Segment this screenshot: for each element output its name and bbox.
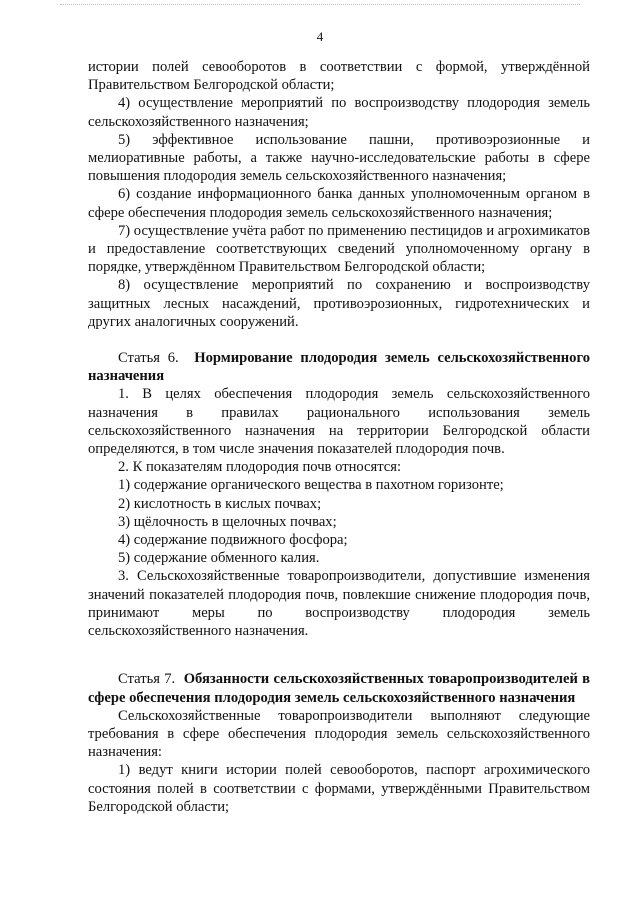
document-body [88, 58, 590, 816]
article-7-heading [88, 670, 590, 706]
scan-top-edge [60, 4, 580, 5]
article-6-paragraph: 3. Сельскохозяйственные товаропроизводители, допустившие изменения значений показателей плодородия почв, повлекшие снижение плодородия почв, принимают меры по воспроизводству плодородия земель сельскохозяйственного назначения. [88, 568, 590, 640]
article-6-label: Статья 6. [118, 350, 179, 367]
list-item-5: 5) эффективное использование пашни, противоэрозионные и мелиоративные работы, а также научно-исследовательские работы в сфере повышения плодородия земель сельскохозяйственного назначения; [88, 131, 590, 185]
list-item-7: 7) осуществление учёта работ по применению пестицидов и агрохимикатов и предоставление соответствующих сведений уполномоченному органу в порядке, утверждённом Правительством Белгородской области; [88, 222, 590, 276]
paragraph-continuation: истории полей севооборотов в соответствии с формой, утверждённой Правительством Белгородской области; [88, 59, 590, 94]
spacer [88, 640, 590, 670]
article-6-list-item: 2) кислотность в кислых почвах; [118, 495, 322, 512]
article-6-list-item: 4) содержание подвижного фосфора; [118, 532, 348, 549]
article-6-heading [88, 349, 590, 385]
article-7-paragraph: Сельскохозяйственные товаропроизводители выполняют следующие требования в сфере обеспечения плодородия земель сельскохозяйственного назначения: [88, 707, 590, 761]
article-6-paragraph: 2. К показателям плодородия почв относятся: [118, 459, 402, 476]
list-item-8: 8) осуществление мероприятий по сохранению и воспроизводству защитных лесных насаждений, противоэрозионных, гидротехнических и других аналогичных сооружений. [88, 277, 590, 330]
article-6-list-item: 5) содержание обменного калия. [118, 550, 320, 567]
list-item-6: 6) создание информационного банка данных уполномоченным органом в сфере обеспечения плодородия земель сельскохозяйственного назначения; [88, 186, 590, 221]
article-6-list-item: 1) содержание органического вещества в пахотном горизонте; [118, 477, 504, 494]
article-6-title: Нормирование плодородия земель сельскохозяйственного назначения [88, 350, 590, 385]
list-item-4: 4) осуществление мероприятий по воспроизводству плодородия земель сельскохозяйственного назначения; [88, 95, 590, 130]
article-7-list-item: 1) ведут книги истории полей севооборотов, паспорт агрохимического состояния полей в соответствии с формами, утверждёнными Правительством Белгородской области; [88, 762, 590, 815]
article-7-title: Обязанности сельскохозяйственных товаропроизводителей в сфере обеспечения плодородия земель сельскохозяйственного назначения [88, 671, 591, 706]
article-7-label: Статья 7. [118, 671, 176, 688]
spacer [88, 331, 590, 349]
page-number: 4 [316, 29, 324, 44]
article-6-list-item: 3) щёлочность в щелочных почвах; [118, 513, 337, 530]
article-6-paragraph: 1. В целях обеспечения плодородия земель сельскохозяйственного назначения в правилах рационального использования земель сельскохозяйственного назначения на территории Белгородской области определяются, в том числе значения показателей плодородия почв. [88, 386, 590, 458]
